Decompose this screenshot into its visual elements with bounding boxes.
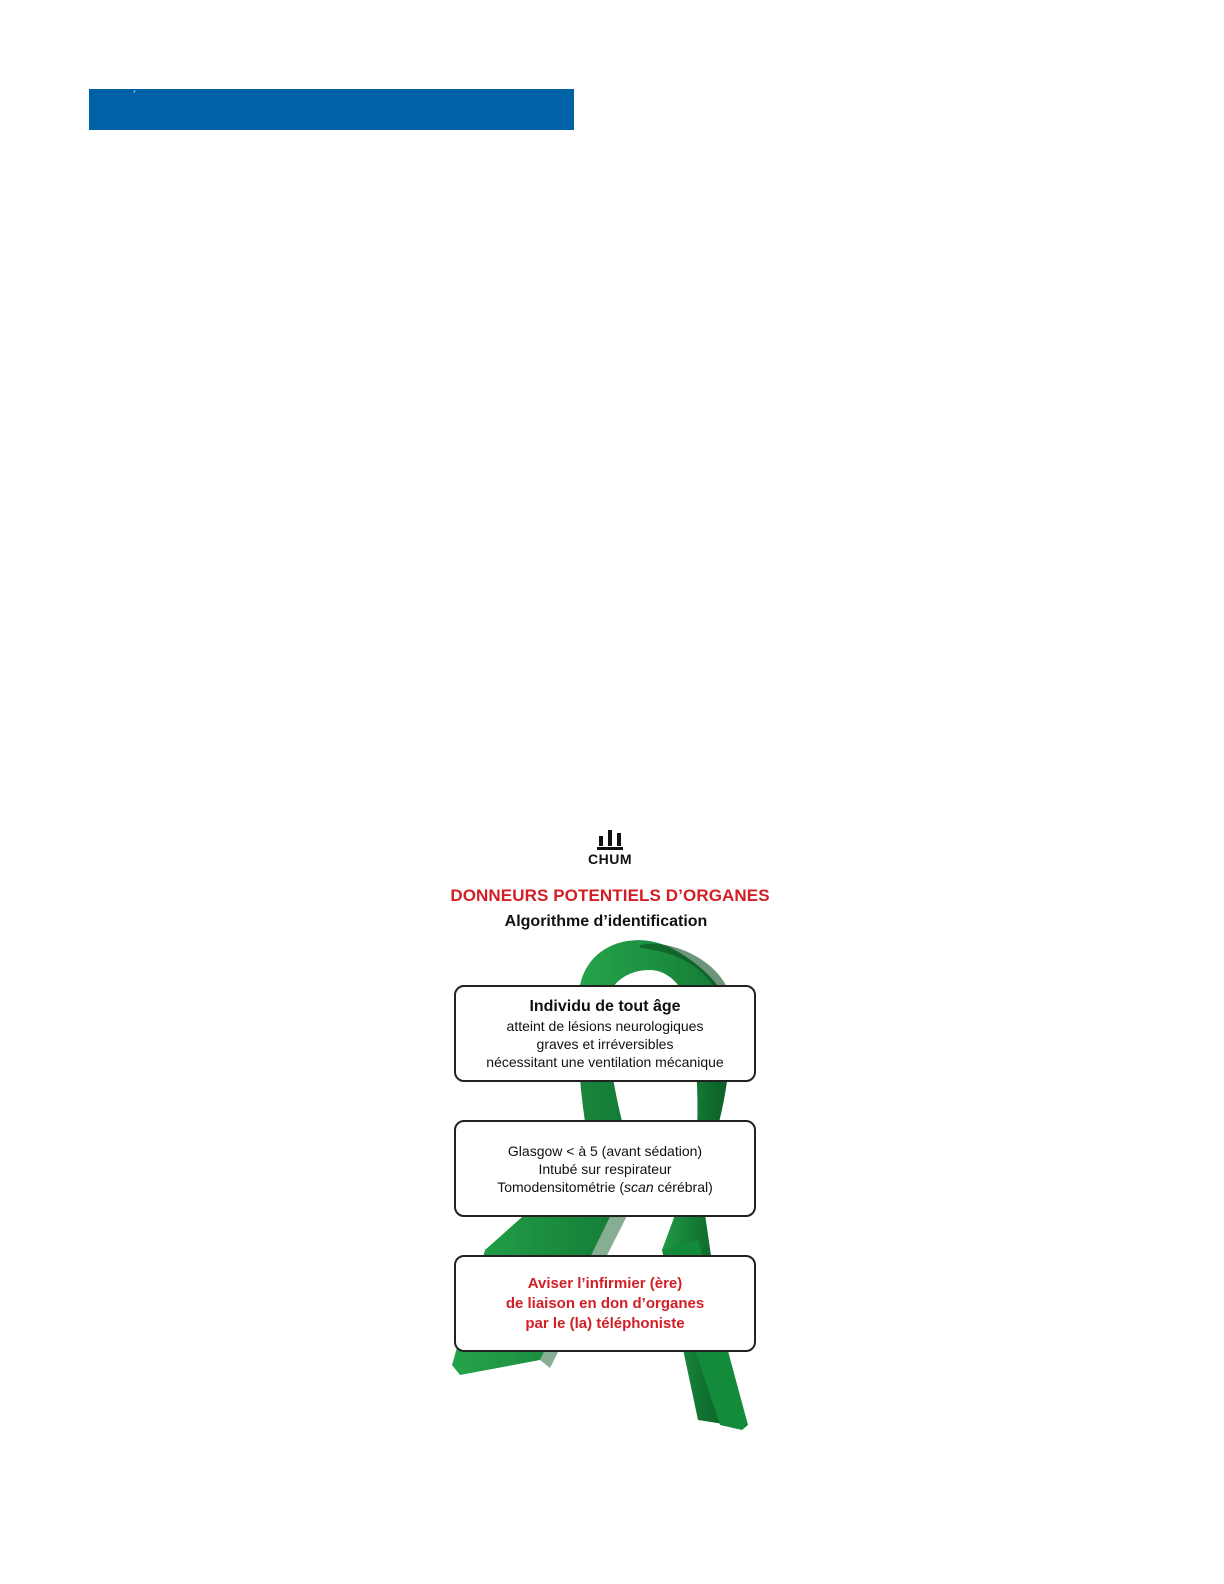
header-banner bbox=[89, 89, 574, 130]
box-line: Intubé sur respirateur bbox=[538, 1160, 672, 1177]
criteria-box-individual bbox=[454, 985, 756, 1082]
banner-accent-mark: ´ bbox=[133, 90, 137, 102]
figure-subtitle: Algorithme d’identification bbox=[504, 913, 708, 930]
box-heading: Individu de tout âge bbox=[529, 997, 681, 1015]
chum-logo bbox=[580, 828, 640, 867]
box-line-italic: scan bbox=[624, 1178, 654, 1195]
box-line: nécessitant une ventilation mécanique bbox=[486, 1053, 724, 1070]
criteria-box-clinical bbox=[454, 1120, 756, 1217]
action-box-notify bbox=[454, 1255, 756, 1352]
box-line: atteint de lésions neurologiques bbox=[506, 1017, 704, 1034]
box-line: par le (la) téléphoniste bbox=[525, 1314, 685, 1332]
chum-logo-icon bbox=[597, 828, 623, 850]
box-line: Aviser l’infirmier (ère) bbox=[527, 1274, 683, 1292]
box-line-part: cérébral) bbox=[653, 1178, 713, 1195]
box-line-part: Tomodensitométrie ( bbox=[497, 1178, 625, 1195]
figure-title: DONNEURS POTENTIELS D’ORGANES bbox=[450, 886, 770, 905]
logo-text: CHUM bbox=[588, 851, 632, 867]
organ-donor-algorithm-figure bbox=[430, 820, 790, 1440]
box-line: Glasgow < à 5 (avant sédation) bbox=[507, 1142, 703, 1159]
box-line: de liaison en don d’organes bbox=[505, 1294, 705, 1312]
box-line: graves et irréversibles bbox=[536, 1035, 674, 1052]
box-line-tomodensitometry bbox=[456, 1178, 754, 1196]
